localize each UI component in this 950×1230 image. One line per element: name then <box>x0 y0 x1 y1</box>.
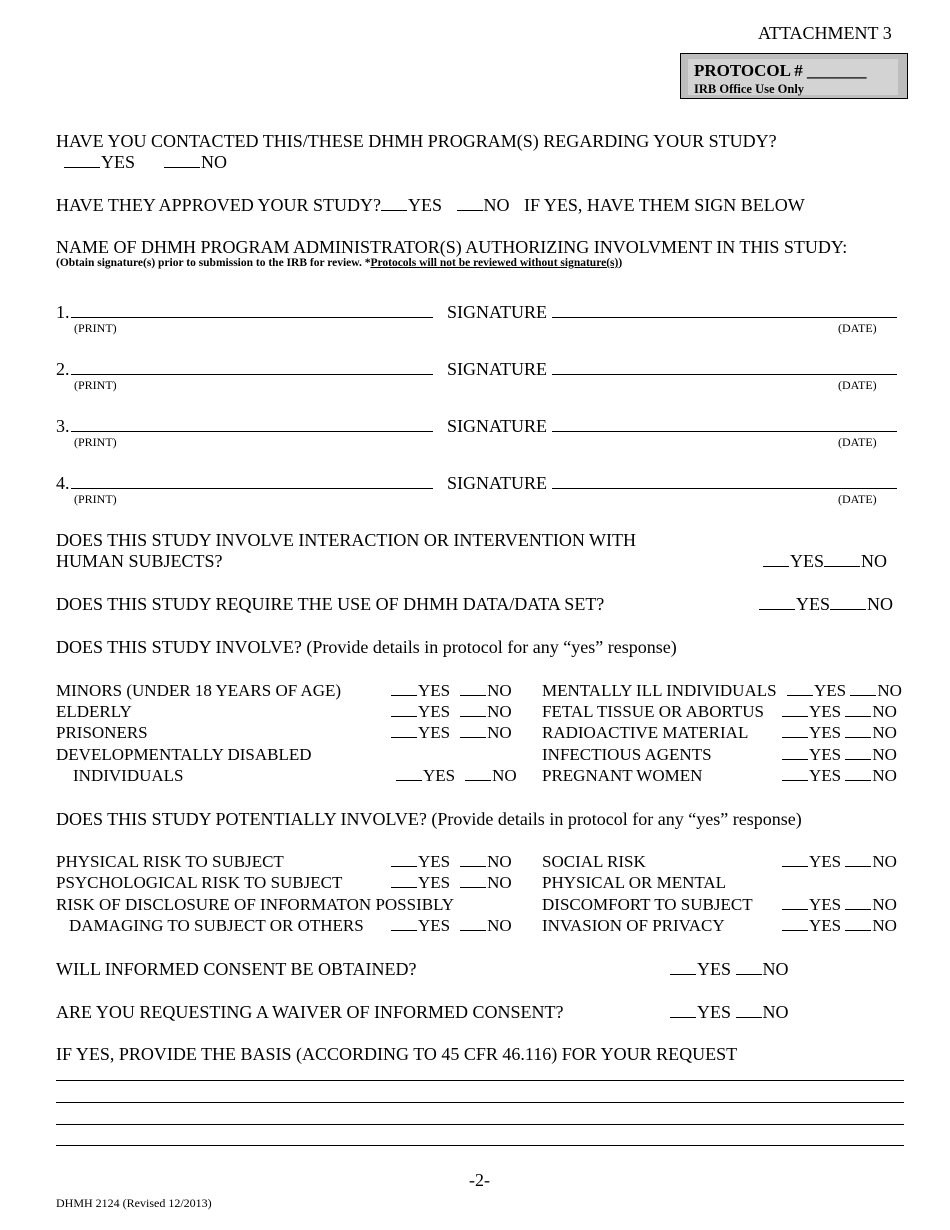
print-name-line[interactable] <box>71 374 433 375</box>
involve-left-item: DEVELOPMENTALLY DISABLED <box>56 745 312 764</box>
yes-blank[interactable] <box>391 701 417 717</box>
involve-left-item: MINORS (UNDER 18 YEARS OF AGE) <box>56 681 342 700</box>
no-blank[interactable] <box>845 915 871 931</box>
question-involve: DOES THIS STUDY INVOLVE? (Provide details in protocol for any “yes” response) <box>56 637 677 657</box>
involve-right-answers: YES NO <box>782 701 897 722</box>
basis-answer-line-1[interactable] <box>56 1080 904 1081</box>
question-approved: HAVE THEY APPROVED YOUR STUDY? YES NO IF YES, HAVE THEM SIGN BELOW <box>56 195 805 215</box>
basis-answer-line-4[interactable] <box>56 1145 904 1146</box>
question-human-subjects-line2: HUMAN SUBJECTS? <box>56 551 223 571</box>
signature-row-number: 1. <box>56 302 70 322</box>
involve-right-answers: YES NO <box>782 722 897 743</box>
contacted-yes-blank[interactable] <box>64 152 100 168</box>
yes-blank[interactable] <box>782 894 808 910</box>
potential-left-item: PHYSICAL RISK TO SUBJECT <box>56 852 284 871</box>
involve-left-item: INDIVIDUALS <box>73 766 184 785</box>
print-caption: (PRINT) <box>74 321 117 335</box>
date-caption: (DATE) <box>838 378 877 392</box>
no-blank[interactable] <box>736 1002 762 1018</box>
signature-line[interactable] <box>552 431 897 432</box>
question-informed-consent: WILL INFORMED CONSENT BE OBTAINED? <box>56 959 417 979</box>
no-blank[interactable] <box>845 744 871 760</box>
signature-line[interactable] <box>552 488 897 489</box>
question-human-subjects-line1: DOES THIS STUDY INVOLVE INTERACTION OR INTERVENTION WITH <box>56 530 637 550</box>
potential-left-answers: YES NO <box>391 872 512 893</box>
potential-right-item: PHYSICAL OR MENTAL <box>542 873 727 892</box>
protocol-box <box>680 53 908 99</box>
no-blank[interactable] <box>845 765 871 781</box>
involve-right-item: PREGNANT WOMEN <box>542 766 703 785</box>
question-dhmh-data: DOES THIS STUDY REQUIRE THE USE OF DHMH DATA/DATA SET? <box>56 594 605 614</box>
basis-answer-line-3[interactable] <box>56 1124 904 1125</box>
contacted-no-blank[interactable] <box>164 152 200 168</box>
date-caption: (DATE) <box>838 321 877 335</box>
yes-blank[interactable] <box>670 1002 696 1018</box>
no-blank[interactable] <box>460 680 486 696</box>
basis-answer-line-2[interactable] <box>56 1102 904 1103</box>
signature-line[interactable] <box>552 317 897 318</box>
print-name-line[interactable] <box>71 488 433 489</box>
signature-label: SIGNATURE <box>447 359 548 379</box>
involve-left-answers: YES NO <box>391 722 512 743</box>
no-blank[interactable] <box>845 851 871 867</box>
involve-right-answers: YES NO <box>782 765 897 786</box>
question-basis: IF YES, PROVIDE THE BASIS (ACCORDING TO 45 CFR 46.116) FOR YOUR REQUEST <box>56 1044 738 1064</box>
involve-left-item: PRISONERS <box>56 723 148 742</box>
no-blank[interactable] <box>460 872 486 888</box>
form-revision: DHMH 2124 (Revised 12/2013) <box>56 1196 212 1210</box>
yes-blank[interactable] <box>782 722 808 738</box>
potential-left-item: PSYCHOLOGICAL RISK TO SUBJECT <box>56 873 343 892</box>
print-caption: (PRINT) <box>74 378 117 392</box>
yes-blank[interactable] <box>763 551 789 567</box>
potential-left-item: DAMAGING TO SUBJECT OR OTHERS <box>69 916 364 935</box>
no-blank[interactable] <box>824 551 860 567</box>
print-caption: (PRINT) <box>74 492 117 506</box>
no-blank[interactable] <box>736 959 762 975</box>
no-blank[interactable] <box>845 722 871 738</box>
involve-right-item: MENTALLY ILL INDIVIDUALS <box>542 681 777 700</box>
question-administrator: NAME OF DHMH PROGRAM ADMINISTRATOR(S) AUTHORIZING INVOLVMENT IN THIS STUDY: <box>56 237 848 257</box>
no-blank[interactable] <box>465 765 491 781</box>
no-blank[interactable] <box>460 915 486 931</box>
yes-blank[interactable] <box>391 851 417 867</box>
human-subjects-answers: YES NO <box>763 550 887 572</box>
no-blank[interactable] <box>460 701 486 717</box>
signature-row-number: 4. <box>56 473 70 493</box>
print-name-line[interactable] <box>71 431 433 432</box>
signature-label: SIGNATURE <box>447 302 548 322</box>
no-blank[interactable] <box>460 851 486 867</box>
involve-right-item: FETAL TISSUE OR ABORTUS <box>542 702 764 721</box>
potential-right-item: INVASION OF PRIVACY <box>542 916 725 935</box>
potential-left-item: RISK OF DISCLOSURE OF INFORMATON POSSIBLY <box>56 895 455 914</box>
potential-right-answers: YES NO <box>782 915 897 936</box>
yes-blank[interactable] <box>391 915 417 931</box>
signature-label: SIGNATURE <box>447 416 548 436</box>
yes-blank[interactable] <box>670 959 696 975</box>
potential-right-item: DISCOMFORT TO SUBJECT <box>542 895 753 914</box>
date-caption: (DATE) <box>838 435 877 449</box>
yes-blank[interactable] <box>391 872 417 888</box>
administrator-note: (Obtain signature(s) prior to submission to the IRB for review. *Protocols will not be reviewed without signature(s)) <box>56 257 623 269</box>
date-caption: (DATE) <box>838 492 877 506</box>
involve-left-answers: YES NO <box>396 765 517 786</box>
no-blank[interactable] <box>830 594 866 610</box>
yes-blank[interactable] <box>782 744 808 760</box>
yes-blank[interactable] <box>396 765 422 781</box>
yes-blank[interactable] <box>782 915 808 931</box>
signature-row-number: 3. <box>56 416 70 436</box>
contacted-answers: YES NO <box>64 151 227 173</box>
potential-right-answers: YES NO <box>782 894 897 915</box>
dhmh-data-answers: YES NO <box>759 593 893 615</box>
yes-blank[interactable] <box>391 680 417 696</box>
approved-yes-blank[interactable] <box>381 195 407 211</box>
irb-office-use-label: IRB Office Use Only <box>694 82 805 96</box>
involve-left-answers: YES NO <box>391 701 512 722</box>
informed-consent-answers: YES NO <box>670 958 789 980</box>
question-contacted: HAVE YOU CONTACTED THIS/THESE DHMH PROGRAM(S) REGARDING YOUR STUDY? <box>56 131 777 151</box>
approved-no-blank[interactable] <box>457 195 483 211</box>
signature-row-number: 2. <box>56 359 70 379</box>
no-blank[interactable] <box>845 701 871 717</box>
no-blank[interactable] <box>845 894 871 910</box>
no-blank[interactable] <box>460 722 486 738</box>
potential-left-answers: YES NO <box>391 915 512 936</box>
potential-right-answers: YES NO <box>782 851 897 872</box>
yes-blank[interactable] <box>782 701 808 717</box>
print-name-line[interactable] <box>71 317 433 318</box>
print-caption: (PRINT) <box>74 435 117 449</box>
yes-blank[interactable] <box>782 765 808 781</box>
involve-right-item: RADIOACTIVE MATERIAL <box>542 723 749 742</box>
yes-blank[interactable] <box>391 722 417 738</box>
yes-blank[interactable] <box>787 680 813 696</box>
signature-line[interactable] <box>552 374 897 375</box>
involve-left-answers: YES NO <box>391 680 512 701</box>
involve-right-answers: YES NO <box>782 744 897 765</box>
involve-left-item: ELDERLY <box>56 702 132 721</box>
potential-right-item: SOCIAL RISK <box>542 852 646 871</box>
yes-blank[interactable] <box>782 851 808 867</box>
question-waiver: ARE YOU REQUESTING A WAIVER OF INFORMED CONSENT? <box>56 1002 564 1022</box>
attachment-label: ATTACHMENT 3 <box>758 23 892 43</box>
involve-right-item: INFECTIOUS AGENTS <box>542 745 712 764</box>
potential-left-answers: YES NO <box>391 851 512 872</box>
signature-label: SIGNATURE <box>447 473 548 493</box>
waiver-answers: YES NO <box>670 1001 789 1023</box>
involve-right-answers: YES NO <box>787 680 902 701</box>
yes-blank[interactable] <box>759 594 795 610</box>
question-potential: DOES THIS STUDY POTENTIALLY INVOLVE? (Provide details in protocol for any “yes” response) <box>56 809 802 829</box>
no-blank[interactable] <box>850 680 876 696</box>
protocol-number-label: PROTOCOL # _______ <box>694 61 867 80</box>
page-number: -2- <box>469 1170 490 1190</box>
